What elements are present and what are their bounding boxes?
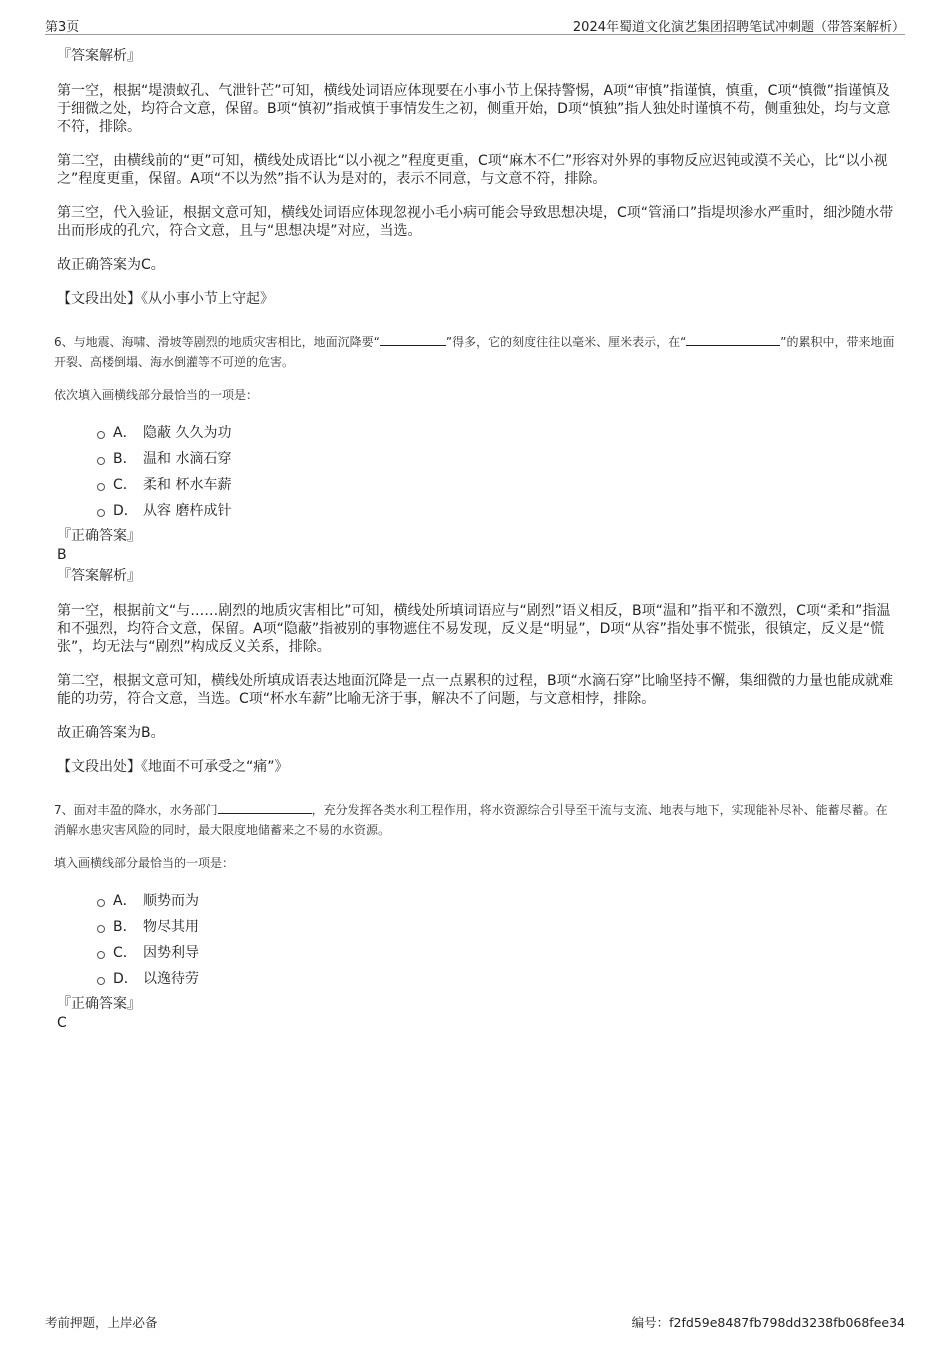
analysis-paragraph: 第二空，由横线前的“更”可知，横线处成语比“以小视之”程度更重，C项“麻木不仁”形容对外界的事物反应迟钝或漠不关心，比“以小视之”程度更重，保留。A项“不以为然”指不认为是对的，表示不同意，与文意不符，排除。	[57, 153, 888, 187]
answer-statement: 故正确答案为C。	[57, 257, 165, 273]
question-6-stem: 6、与地震、海啸、滑坡等剧烈的地质灾害相比，地面沉降要“ ”得多，它的刻度往往以毫米、厘米表示，在“ ”的累积中，带来地面开裂、高楼倒塌、海水倒灌等不可逆的危害。	[54, 332, 895, 372]
option-d[interactable]: D． 以逸待劳	[97, 966, 895, 992]
analysis-paragraph: 第三空，代入验证，根据文意可知，横线处词语应体现忽视小毛小病可能会导致思想决堤，C项“管涌口”指堤坝渗水严重时，细沙随水带出而形成的孔穴，符合文意，且与“思想决堤”对应，当选。	[57, 205, 894, 239]
correct-answer-value: C	[57, 1015, 67, 1031]
footer-slogan: 考前押题，上岸必备	[45, 1315, 158, 1330]
source-citation: 【文段出处】《地面不可承受之“痛”》	[57, 759, 289, 775]
answer-statement: 故正确答案为B。	[57, 725, 165, 741]
question-7-instruction: 填入画横线部分最恰当的一项是：	[54, 856, 235, 870]
correct-answer-label: 『正确答案』	[57, 528, 141, 544]
option-a[interactable]: A． 顺势而为	[97, 888, 895, 914]
radio-button[interactable]	[97, 951, 105, 959]
analysis-label: 『答案解析』	[57, 568, 141, 584]
radio-button[interactable]	[97, 431, 105, 439]
analysis-paragraph: 第二空，根据文意可知，横线处所填成语表达地面沉降是一点一点累积的过程，B项“水滴石穿”比喻坚持不懈，集细微的力量也能成就难能的功劳，符合文意，当选。C项“杯水车薪”比喻无济于事，解决不了问题，与文意相悖，排除。	[57, 673, 894, 707]
option-c[interactable]: C． 因势利导	[97, 940, 895, 966]
document-id: 编号：f2fd59e8487fb798dd3238fb068fee34	[631, 1315, 905, 1330]
radio-button[interactable]	[97, 977, 105, 985]
page-content	[54, 46, 895, 1032]
page-header	[45, 14, 905, 35]
radio-button[interactable]	[97, 457, 105, 465]
analysis-paragraph: 第一空，根据“堤溃蚁孔、气泄针芒”可知，横线处词语应体现要在小事小节上保持警惕，A项“审慎”指谨慎，慎重，C项“慎微”指谨慎及于细微之处，均符合文意，保留。B项“慎初”指戒慎于事情发生之初，侧重开始，D项“慎独”指人独处时谨慎不苟，侧重独处，均与文意不符，排除。	[57, 83, 891, 135]
question-6-options	[57, 420, 895, 524]
fill-blank	[380, 332, 446, 346]
document-title: 2024年蜀道文化演艺集团招聘笔试冲刺题（带答案解析）	[572, 20, 905, 35]
correct-answer-label: 『正确答案』	[57, 996, 141, 1012]
question-7-options	[57, 888, 895, 992]
radio-button[interactable]	[97, 509, 105, 517]
option-c[interactable]: C． 柔和 杯水车薪	[97, 472, 895, 498]
source-citation: 【文段出处】《从小事小节上守起》	[57, 291, 274, 307]
analysis-label: 『答案解析』	[57, 48, 141, 64]
fill-blank	[686, 332, 780, 346]
fill-blank	[218, 800, 312, 814]
radio-button[interactable]	[97, 483, 105, 491]
correct-answer-value: B	[57, 547, 67, 563]
option-a[interactable]: A． 隐蔽 久久为功	[97, 420, 895, 446]
option-d[interactable]: D． 从容 磨杵成针	[97, 498, 895, 524]
analysis-paragraph: 第一空，根据前文“与……剧烈的地质灾害相比”可知，横线处所填词语应与“剧烈”语义相反，B项“温和”指平和不激烈，C项“柔和”指温和不强烈，均符合文意，保留。A项“隐蔽”指被别的事物遮住不易发现，反义是“明显”，D项“从容”指处事不慌张，很镇定，反义是“慌张”，均无法与“剧烈”构成反义关系，排除。	[57, 603, 891, 655]
radio-button[interactable]	[97, 899, 105, 907]
question-6-instruction: 依次填入画横线部分最恰当的一项是：	[54, 388, 259, 402]
page-number: 第3页	[45, 20, 80, 35]
radio-button[interactable]	[97, 925, 105, 933]
question-7-stem: 7、面对丰盈的降水，水务部门 ，充分发挥各类水利工程作用，将水资源综合引导至干流与支流、地表与地下，实现能补尽补、能蓄尽蓄。在消解水患灾害风险的同时，最大限度地储蓄来之不易的水资源。	[54, 800, 895, 840]
option-b[interactable]: B． 温和 水滴石穿	[97, 446, 895, 472]
option-b[interactable]: B． 物尽其用	[97, 914, 895, 940]
